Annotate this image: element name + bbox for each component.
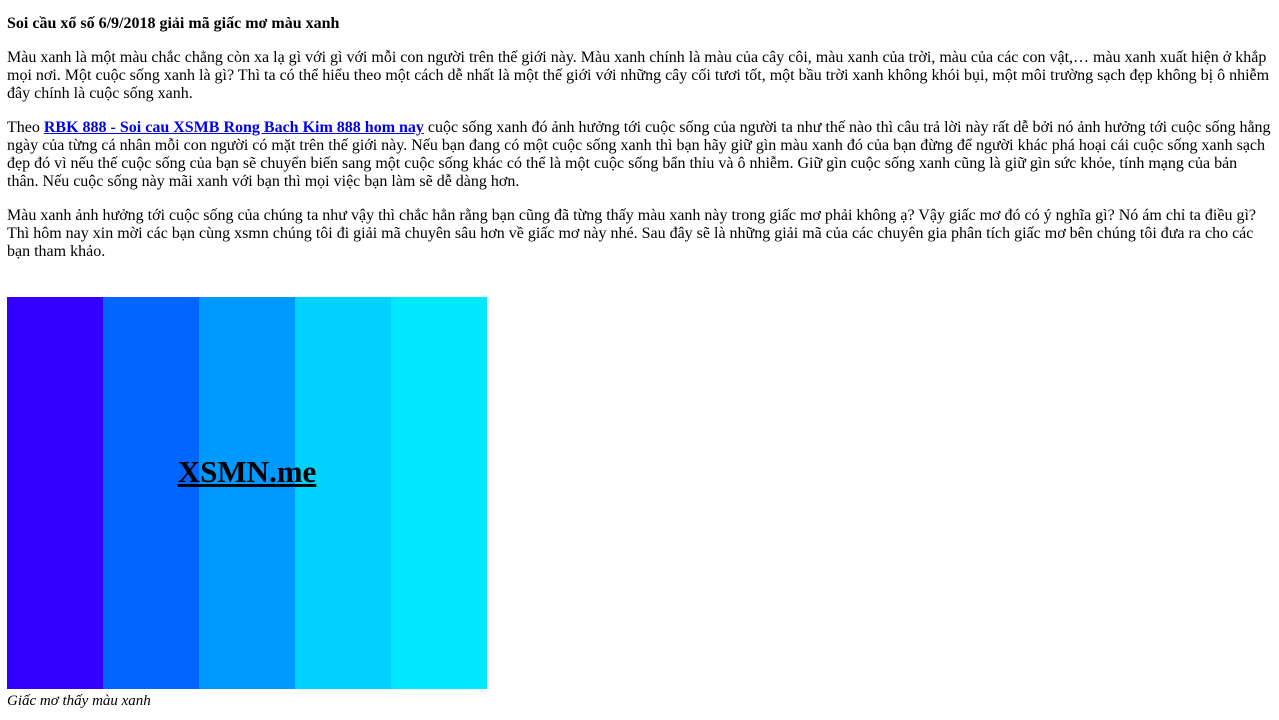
blue-stripes-image xyxy=(7,297,487,689)
image-watermark: XSMN.me xyxy=(177,454,317,489)
article-container xyxy=(0,15,1279,710)
image-caption: Giấc mơ thấy màu xanh xyxy=(7,693,151,709)
paragraph-theo-prefix: Theo xyxy=(7,119,44,136)
paragraph-theo-body: cuộc sống xanh đó ảnh hưởng tới cuộc sống của người ta như thế nào thì câu trả lời này rất dễ bởi nó ảnh hưởng tới cuộc sống hằng ngày của từng cá nhân mỗi con người có mặt trên thế giới này. Nếu bạn đang có một cuộc sống xanh thì bạn hãy giữ gìn màu xanh đó của bạn đừng để người khác phá hoại cái cuộc sống xanh sạch đẹp đó vì nếu thế cuộc sống của bạn sẽ chuyển biến sang một cuộc sống khác có thể là một cuộc sống bẩn thỉu và ô nhiễm. Giữ gìn cuộc sống xanh cũng là giữ gìn sức khỏe, tính mạng của bản thân. Nếu cuộc sống này mãi xanh với bạn thì mọi việc bạn làm sẽ dễ dàng hơn. xyxy=(7,119,1271,190)
paragraph-dream: Màu xanh ảnh hưởng tới cuộc sống của chúng ta như vậy thì chắc hẳn rằng bạn cũng đã từng thấy màu xanh này trong giấc mơ phải không ạ? Vậy giấc mơ đó có ý nghĩa gì? Nó ám chỉ ta điều gì? Thì hôm nay xin mời các bạn cùng xsmn chúng tôi đi giải mã chuyên sâu hơn về giấc mơ này nhé. Sau đây sẽ là những giải mã của các chuyên gia phân tích giấc mơ bên chúng tôi đưa ra cho các bạn tham khảo. xyxy=(7,207,1256,260)
stripe-1 xyxy=(7,297,103,689)
stripe-4 xyxy=(295,297,391,689)
stripe-5 xyxy=(391,297,487,689)
stripe-3 xyxy=(199,297,295,689)
paragraph-intro: Màu xanh là một màu chắc chẳng còn xa lạ gì với gì với mỗi con người trên thế giới này. Màu xanh chính là màu của cây côi, màu xanh của trời, màu của các con vật,… màu xanh xuất hiện ở khắp mọi nơi. Một cuộc sống xanh là gì? Thì ta có thể hiểu theo một cách dễ nhất là một thế giới với những cây cối tươi tốt, một bầu trời xanh không khói bụi, một môi trường sạch đẹp không bị ô nhiễm đây chính là cuộc sống xanh. xyxy=(7,49,1270,102)
article-title: Soi cầu xổ số 6/9/2018 giải mã giấc mơ màu xanh xyxy=(7,15,340,32)
stripe-2 xyxy=(103,297,199,689)
rbk-888-link[interactable]: RBK 888 - Soi cau XSMB Rong Bach Kim 888 hom nay xyxy=(43,119,424,136)
paragraph-theo xyxy=(7,119,1272,191)
